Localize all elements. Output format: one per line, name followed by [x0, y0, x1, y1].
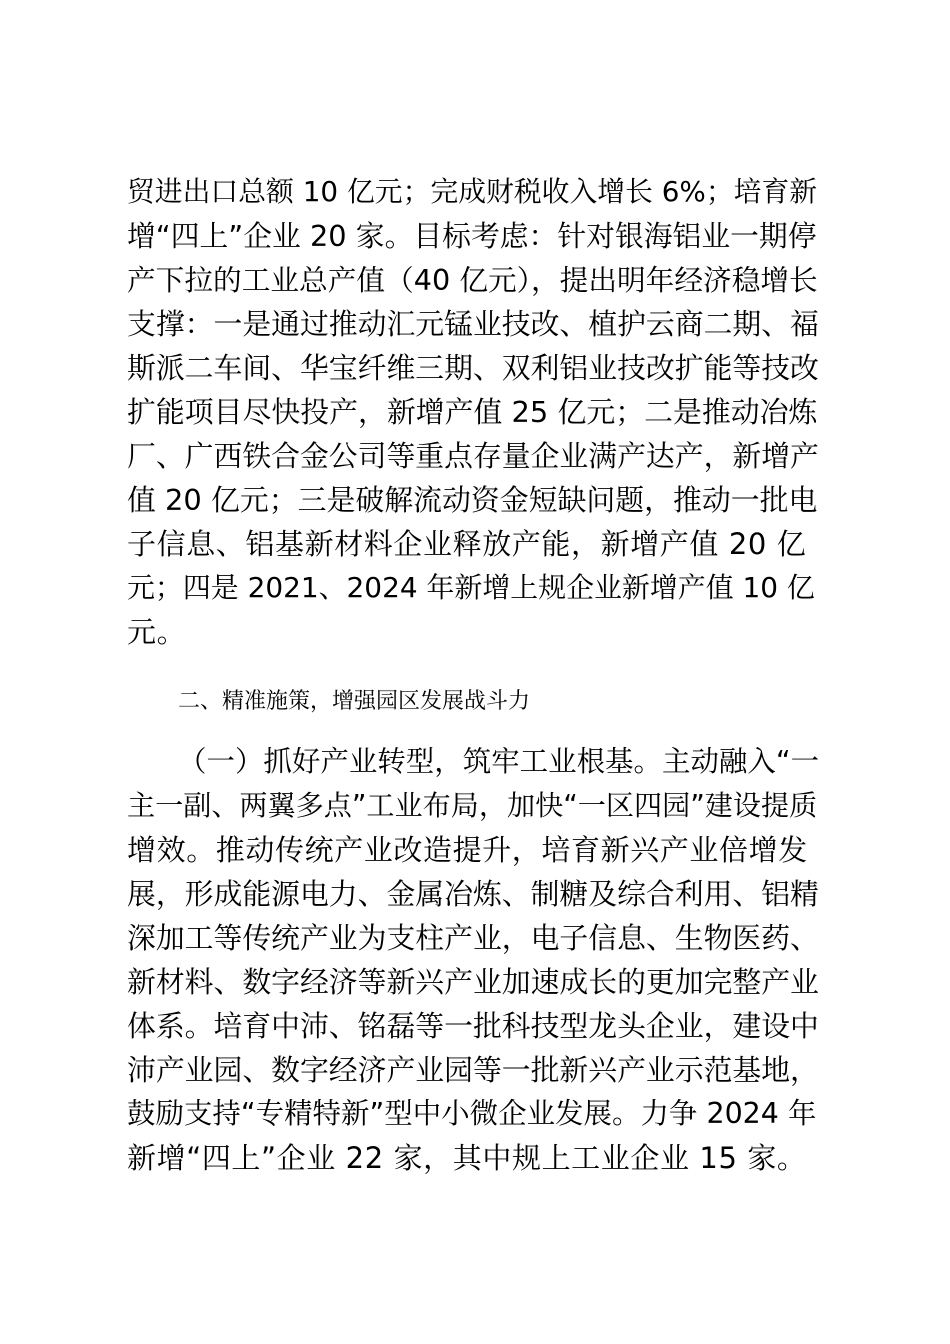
- text-line: 增效。推动传统产业改造提升，培育新兴产业倍增发: [127, 833, 808, 867]
- section-heading: 二、精准施策，增强园区发展战斗力: [178, 689, 531, 714]
- text-line: 元。: [127, 615, 187, 649]
- text-line: 扩能项目尽快投产，新增产值 25 亿元；二是推动冶炼: [127, 395, 818, 429]
- text-line: （一）抓好产业转型，筑牢工业根基。主动融入“一: [178, 745, 820, 778]
- text-line: 支撑：一是通过推动汇元锰业技改、植护云商二期、福: [127, 307, 819, 341]
- text-line: 厂、广西铁合金公司等重点存量企业满产达产，新增产: [127, 439, 819, 473]
- text-line: 沛产业园、数字经济产业园等一批新兴产业示范基地，: [127, 1053, 819, 1087]
- text-line: 增“四上”企业 20 家。目标考虑：针对银海铝业一期停: [127, 219, 817, 253]
- text-line: 斯派二车间、华宝纤维三期、双利铝业技改扩能等技改: [127, 351, 819, 385]
- text-line: 体系。培育中沛、铭磊等一批科技型龙头企业，建设中: [127, 1009, 819, 1043]
- text-line: 元；四是 2021、2024 年新增上规企业新增产值 10 亿: [127, 571, 815, 604]
- text-line: 新材料、数字经济等新兴产业加速成长的更加完整产业: [127, 965, 819, 999]
- text-line: 值 20 亿元；三是破解流动资金短缺问题，推动一批电: [127, 483, 818, 517]
- text-line: 鼓励支持“专精特新”型中小微企业发展。力争 2024 年: [127, 1097, 817, 1130]
- text-line: 展，形成能源电力、金属冶炼、制糖及综合利用、铝精: [127, 877, 819, 911]
- text-line: 子信息、铝基新材料企业释放产能，新增产值 20 亿: [127, 527, 807, 561]
- text-line: 主一副、两翼多点”工业布局，加快“一区四园”建设提质: [127, 789, 818, 822]
- text-line: 贸进出口总额 10 亿元；完成财税收入增长 6%；培育新: [127, 175, 818, 208]
- text-line: 深加工等传统产业为支柱产业，电子信息、生物医药、: [127, 921, 819, 955]
- text-line: 产下拉的工业总产值（40 亿元），提出明年经济稳增长: [127, 263, 818, 297]
- text-line: 新增“四上”企业 22 家，其中规上工业企业 15 家。: [127, 1141, 807, 1175]
